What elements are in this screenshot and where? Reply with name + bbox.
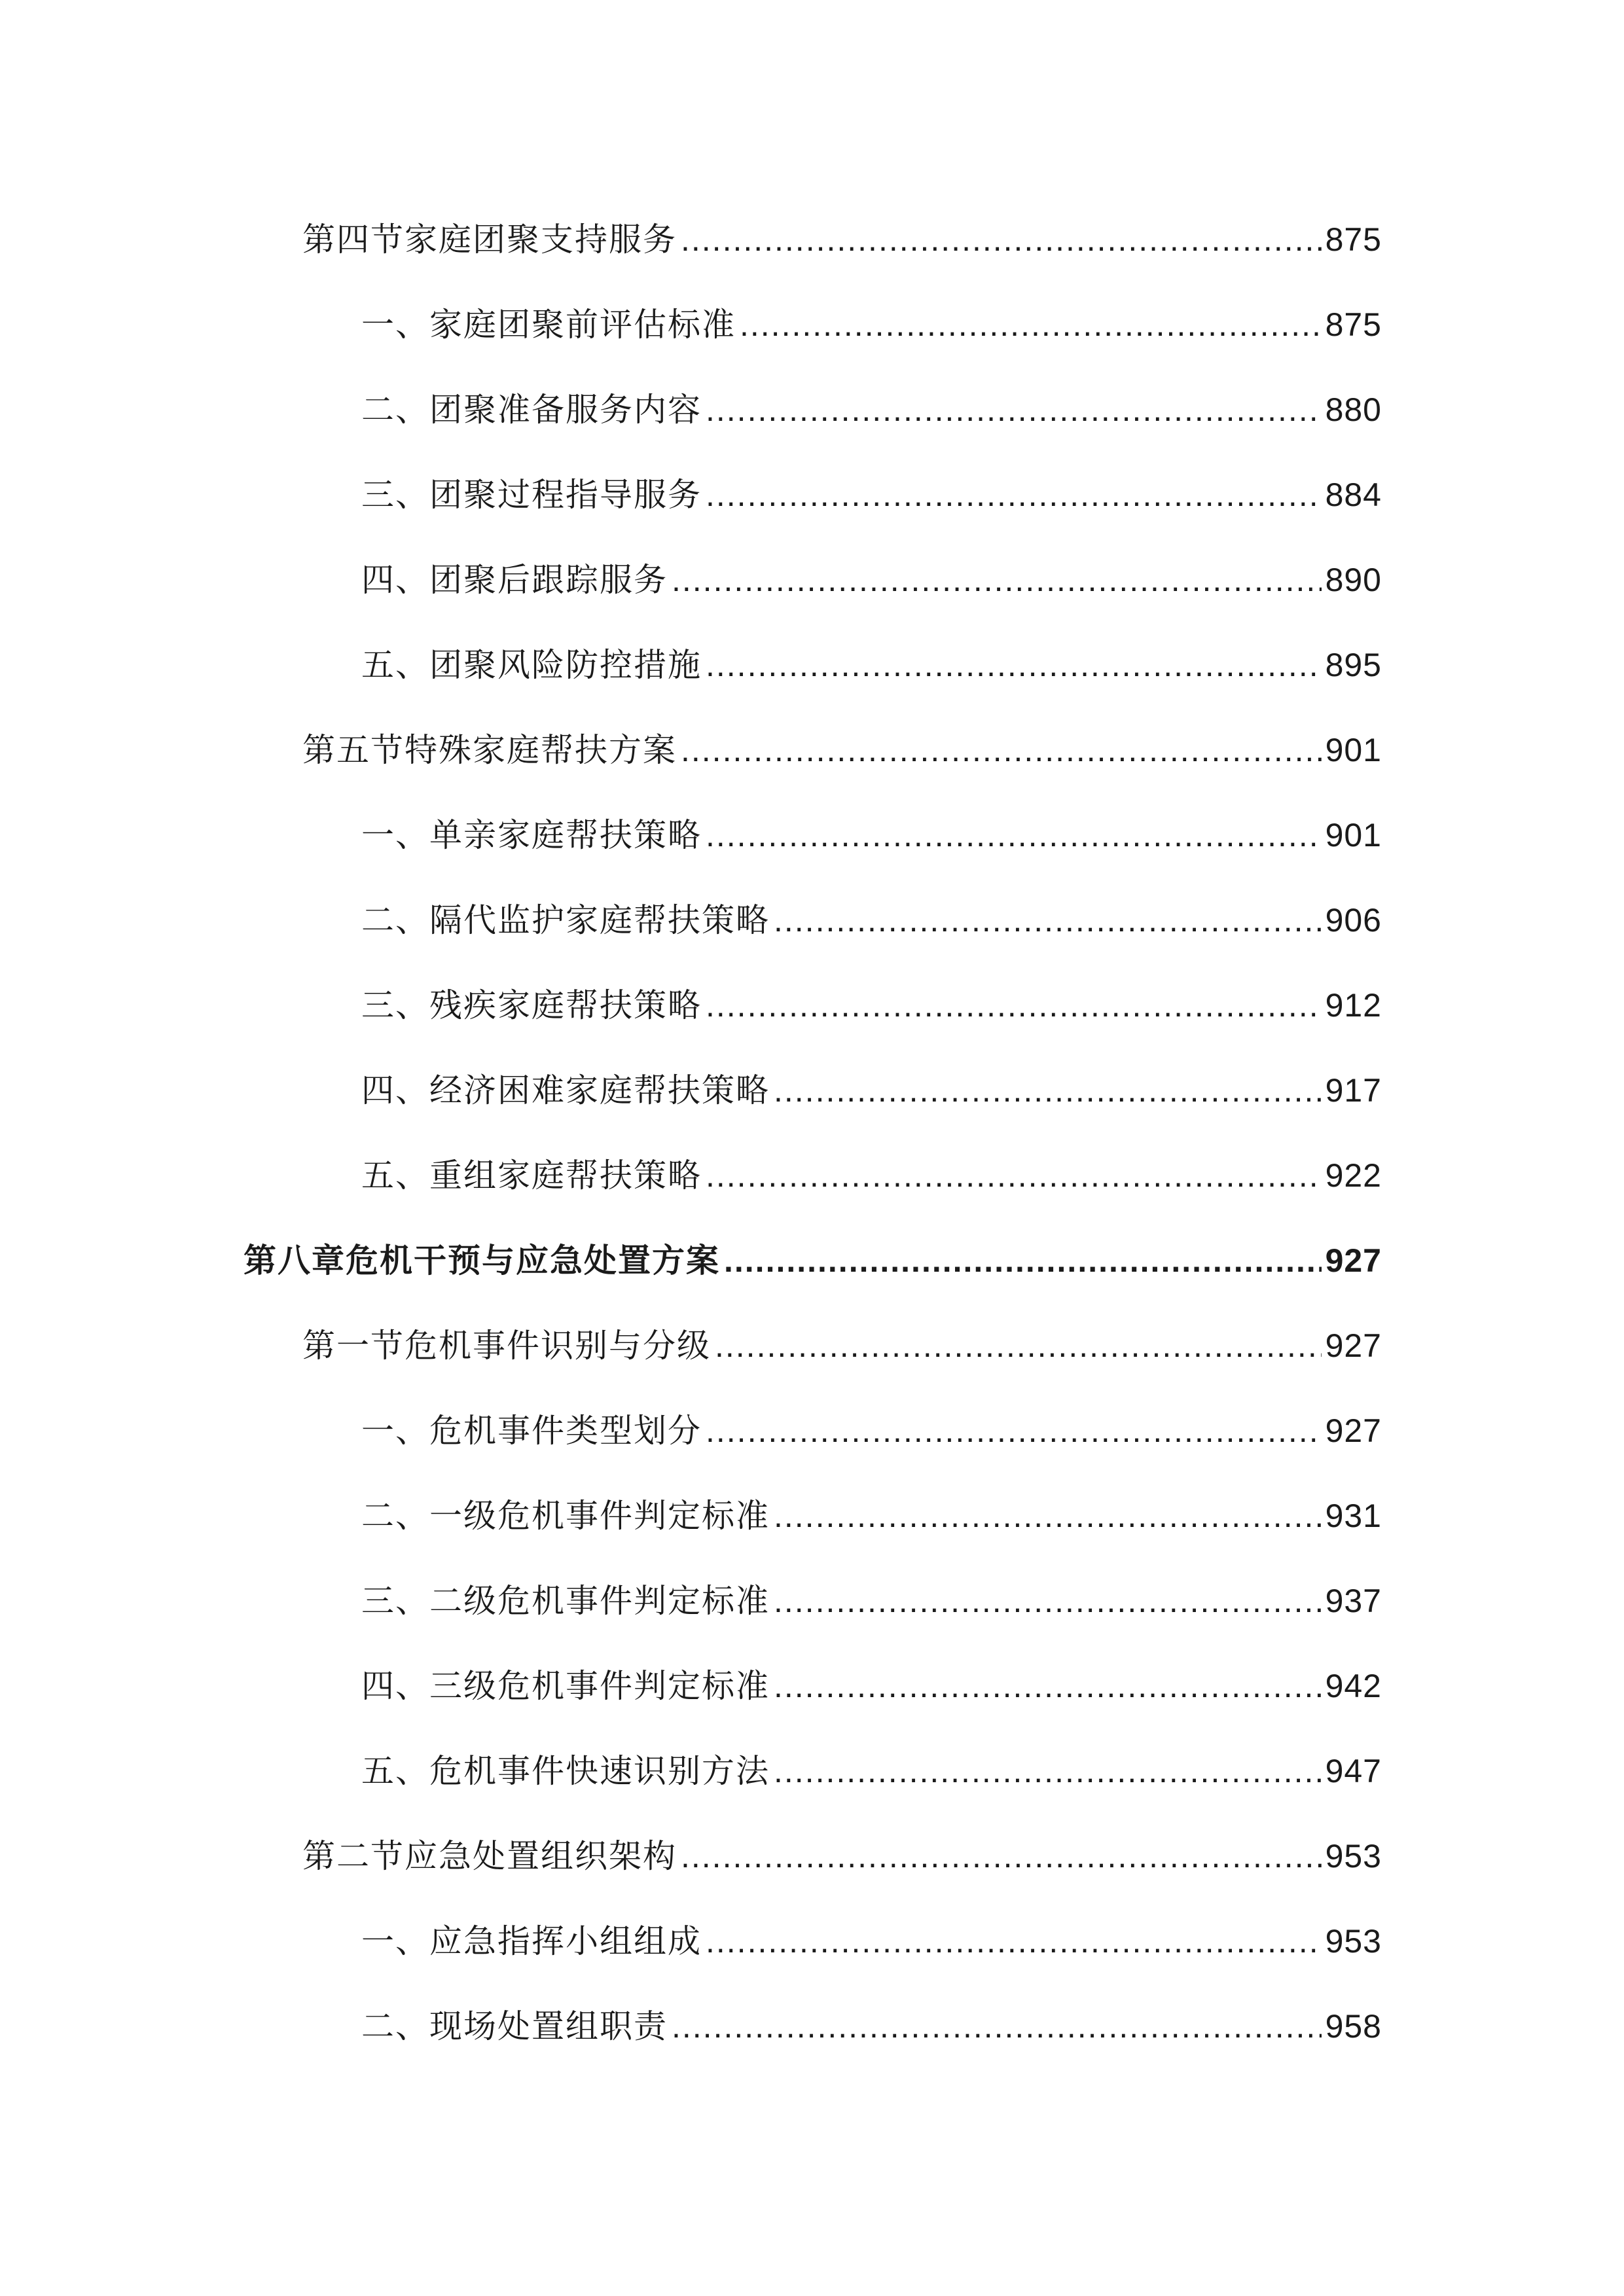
toc-entry-title: 一、危机事件类型划分 bbox=[361, 1412, 702, 1450]
dot-leader bbox=[706, 809, 1322, 861]
toc-entry-page: 880 bbox=[1325, 391, 1382, 428]
toc-entry[interactable] bbox=[302, 1319, 1382, 1372]
toc-entry-page: 875 bbox=[1325, 221, 1382, 258]
dot-leader bbox=[724, 1234, 1322, 1287]
dot-leader bbox=[774, 1575, 1322, 1627]
toc-entry-page: 917 bbox=[1325, 1072, 1382, 1109]
toc-entry-title: 二、团聚准备服务内容 bbox=[361, 391, 702, 429]
toc-entry-page: 895 bbox=[1325, 647, 1382, 683]
toc-entry[interactable] bbox=[302, 213, 1382, 266]
toc-entry-page: 953 bbox=[1325, 1923, 1382, 1960]
toc-entry[interactable] bbox=[361, 1915, 1382, 1967]
dot-leader bbox=[706, 384, 1322, 436]
toc-entry-page: 942 bbox=[1325, 1668, 1382, 1704]
toc-entry-title: 二、一级危机事件判定标准 bbox=[361, 1497, 770, 1535]
toc-entry-title: 五、团聚风险防控措施 bbox=[361, 646, 702, 684]
toc-entry-page: 922 bbox=[1325, 1157, 1382, 1194]
toc-entry-page: 884 bbox=[1325, 476, 1382, 513]
toc-entry-page: 927 bbox=[1325, 1242, 1382, 1279]
toc-entry[interactable] bbox=[302, 1830, 1382, 1882]
toc-entry-page: 937 bbox=[1325, 1583, 1382, 1619]
toc-entry-title: 二、现场处置组职责 bbox=[361, 2007, 668, 2045]
toc-entry[interactable] bbox=[361, 469, 1382, 521]
toc-entry-page: 875 bbox=[1325, 306, 1382, 343]
toc-entry[interactable] bbox=[361, 639, 1382, 691]
toc-entry-page: 927 bbox=[1325, 1412, 1382, 1449]
toc-entry-title: 第八章危机干预与应急处置方案 bbox=[244, 1241, 720, 1280]
dot-leader bbox=[706, 1149, 1322, 1202]
dot-leader bbox=[774, 1490, 1322, 1542]
toc-entry[interactable] bbox=[244, 1234, 1382, 1287]
toc-entry[interactable] bbox=[361, 2000, 1382, 2053]
toc-entry[interactable] bbox=[361, 1064, 1382, 1117]
toc-entry-title: 一、应急指挥小组组成 bbox=[361, 1922, 702, 1960]
toc-entry[interactable] bbox=[361, 894, 1382, 946]
toc-entry-title: 四、经济困难家庭帮扶策略 bbox=[361, 1071, 770, 1109]
toc-entry-page: 890 bbox=[1325, 562, 1382, 598]
dot-leader bbox=[774, 1745, 1322, 1797]
toc-entry-page: 947 bbox=[1325, 1753, 1382, 1789]
toc-entry[interactable] bbox=[361, 298, 1382, 351]
dot-leader bbox=[706, 1405, 1322, 1457]
toc-entry-title: 第一节危机事件识别与分级 bbox=[302, 1327, 711, 1365]
toc-entry-title: 第五节特殊家庭帮扶方案 bbox=[302, 731, 677, 769]
toc-entry-page: 901 bbox=[1325, 732, 1382, 768]
toc-entry-title: 五、危机事件快速识别方法 bbox=[361, 1752, 770, 1790]
toc-entry[interactable] bbox=[361, 1405, 1382, 1457]
toc-entry-page: 901 bbox=[1325, 817, 1382, 853]
dot-leader bbox=[774, 1064, 1322, 1117]
toc-entry-title: 二、隔代监护家庭帮扶策略 bbox=[361, 901, 770, 939]
toc-entry[interactable] bbox=[361, 1745, 1382, 1797]
toc-entry[interactable] bbox=[361, 384, 1382, 436]
toc-entry[interactable] bbox=[302, 724, 1382, 776]
toc-entry-page: 927 bbox=[1325, 1327, 1382, 1364]
toc-entry[interactable] bbox=[361, 809, 1382, 861]
dot-leader bbox=[774, 894, 1322, 946]
dot-leader bbox=[681, 724, 1322, 776]
toc-entry-title: 一、家庭团聚前评估标准 bbox=[361, 306, 736, 344]
toc-entry-page: 912 bbox=[1325, 987, 1382, 1024]
toc-entry[interactable] bbox=[361, 1575, 1382, 1627]
toc-entry[interactable] bbox=[361, 979, 1382, 1031]
dot-leader bbox=[774, 1660, 1322, 1712]
toc-entry[interactable] bbox=[361, 554, 1382, 606]
toc-entry-page: 931 bbox=[1325, 1498, 1382, 1534]
toc-entry-page: 958 bbox=[1325, 2008, 1382, 2045]
toc-entry-page: 953 bbox=[1325, 1838, 1382, 1874]
toc-entry[interactable] bbox=[361, 1149, 1382, 1202]
toc-entry-title: 三、残疾家庭帮扶策略 bbox=[361, 986, 702, 1024]
toc-entry[interactable] bbox=[361, 1660, 1382, 1712]
toc-entry-title: 三、二级危机事件判定标准 bbox=[361, 1582, 770, 1620]
dot-leader bbox=[672, 554, 1322, 606]
toc-entry-page: 906 bbox=[1325, 902, 1382, 939]
dot-leader bbox=[681, 1830, 1322, 1882]
dot-leader bbox=[706, 469, 1322, 521]
toc-entry-title: 第四节家庭团聚支持服务 bbox=[302, 221, 677, 259]
dot-leader bbox=[681, 213, 1322, 266]
dot-leader bbox=[740, 298, 1322, 351]
toc-entry-title: 三、团聚过程指导服务 bbox=[361, 476, 702, 514]
toc-entry[interactable] bbox=[361, 1490, 1382, 1542]
dot-leader bbox=[672, 2000, 1322, 2053]
dot-leader bbox=[715, 1319, 1322, 1372]
toc-entry-title: 一、单亲家庭帮扶策略 bbox=[361, 816, 702, 854]
toc-entry-title: 五、重组家庭帮扶策略 bbox=[361, 1157, 702, 1194]
toc-entry-title: 第二节应急处置组织架构 bbox=[302, 1837, 677, 1875]
dot-leader bbox=[706, 979, 1322, 1031]
toc-entry-title: 四、三级危机事件判定标准 bbox=[361, 1667, 770, 1705]
dot-leader bbox=[706, 639, 1322, 691]
dot-leader bbox=[706, 1915, 1322, 1967]
toc-entry-title: 四、团聚后跟踪服务 bbox=[361, 561, 668, 599]
